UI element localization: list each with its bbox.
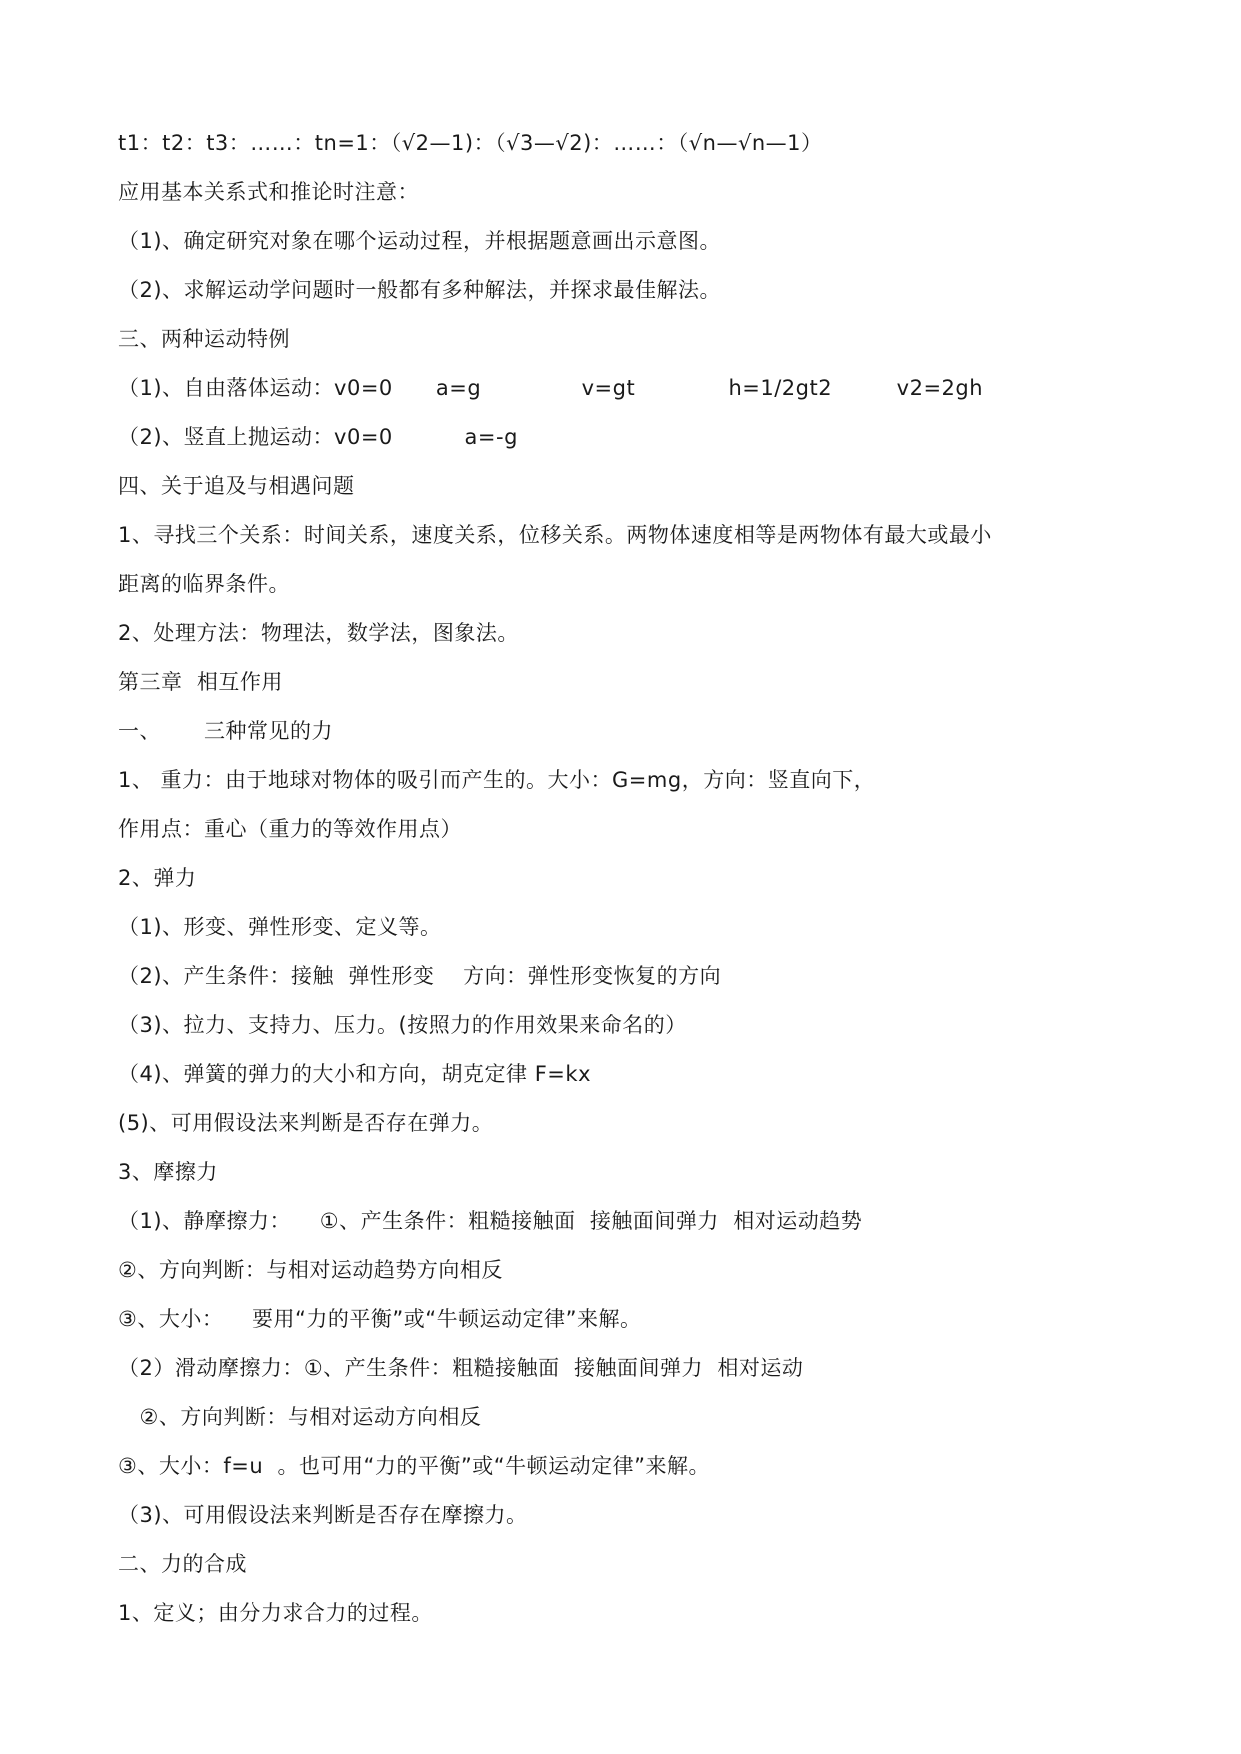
text-line: （2）滑动摩擦力：①、产生条件：粗糙接触面 接触面间弹力 相对运动 — [118, 1356, 804, 1380]
subsection-heading: 3、摩擦力 — [118, 1160, 218, 1184]
text-line: ③、大小：f=u 。也可用“力的平衡”或“牛顿运动定律”来解。 — [118, 1454, 710, 1478]
text-line: （2)、竖直上抛运动：v0=0 a=-g — [118, 425, 518, 449]
text-line: （2)、求解运动学问题时一般都有多种解法，并探求最佳解法。 — [118, 278, 722, 302]
section-heading: 一、 三种常见的力 — [118, 719, 334, 743]
text-line: （1)、形变、弹性形变、定义等。 — [118, 915, 442, 939]
section-heading: 四、关于追及与相遇问题 — [118, 474, 355, 498]
text-line: ③、大小： 要用“力的平衡”或“牛顿运动定律”来解。 — [118, 1307, 642, 1331]
text-line: (5)、可用假设法来判断是否存在弹力。 — [118, 1111, 494, 1135]
text-line: 2、处理方法：物理法，数学法，图象法。 — [118, 621, 519, 645]
text-line: （4)、弹簧的弹力的大小和方向，胡克定律 F=kx — [118, 1062, 591, 1086]
chapter-heading: 第三章 相互作用 — [118, 670, 283, 694]
text-line: 1、定义；由分力求合力的过程。 — [118, 1601, 433, 1625]
text-line: 距离的临界条件。 — [118, 572, 290, 596]
text-line: （3)、拉力、支持力、压力。(按照力的作用效果来命名的） — [118, 1013, 687, 1037]
text-line: 作用点：重心（重力的等效作用点） — [118, 817, 462, 841]
text-line: t1：t2：t3：……：tn=1：（√2—1)：（√3—√2)：……：（√n—√n—1） — [118, 131, 823, 155]
document-body — [118, 119, 1128, 1638]
text-line: ②、方向判断：与相对运动趋势方向相反 — [118, 1258, 503, 1282]
subsection-heading: 2、弹力 — [118, 866, 197, 890]
section-heading: 三、两种运动特例 — [118, 327, 290, 351]
text-line: ②、方向判断：与相对运动方向相反 — [118, 1405, 482, 1429]
text-line: 应用基本关系式和推论时注意： — [118, 180, 419, 204]
section-heading: 二、力的合成 — [118, 1552, 247, 1576]
text-line: 1、 重力：由于地球对物体的吸引而产生的。大小：G=mg，方向：竖直向下， — [118, 768, 876, 792]
text-line: （3)、可用假设法来判断是否存在摩擦力。 — [118, 1503, 528, 1527]
text-line: （2)、产生条件：接触 弹性形变 方向：弹性形变恢复的方向 — [118, 964, 722, 988]
text-line: （1)、确定研究对象在哪个运动过程，并根据题意画出示意图。 — [118, 229, 722, 253]
text-line: 1、寻找三个关系：时间关系，速度关系，位移关系。两物体速度相等是两物体有最大或最小 — [118, 523, 992, 547]
text-line: （1)、静摩擦力： ①、产生条件：粗糙接触面 接触面间弹力 相对运动趋势 — [118, 1209, 863, 1233]
text-line: （1)、自由落体运动：v0=0 a=g v=gt h=1/2gt2 v2=2gh — [118, 376, 984, 400]
